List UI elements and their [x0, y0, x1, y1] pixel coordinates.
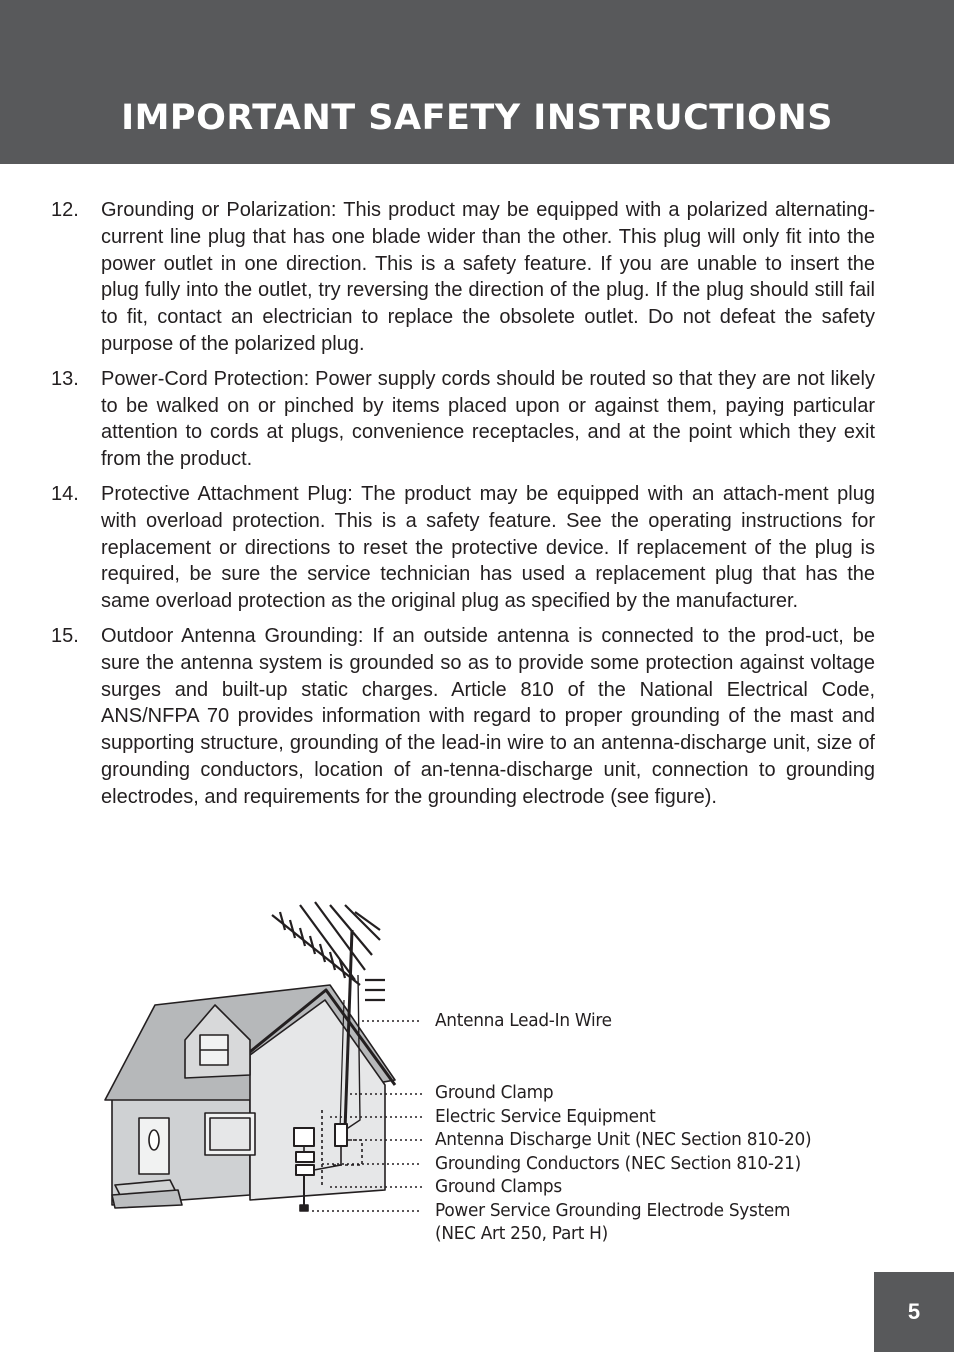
figure-label: (NEC Art 250, Part H) [435, 1223, 608, 1244]
figure-label: Grounding Conductors (NEC Section 810-21) [435, 1153, 801, 1174]
item-number: 12. [51, 199, 79, 221]
page-number: 5 [907, 1299, 921, 1324]
item-text: Protective Attachment Plug: The product may be equipped with an attach-ment plug with overload protection. This is a safety feature. See the operating instructions for replacement or directions to reset the protective device. If replacement of the plug is required, be sure the service technician has used a replacement plug that has the same overload protection as the original plug as specified by the manufacturer. [101, 482, 875, 613]
item-text: Power-Cord Protection: Power supply cords should be routed so that they are not likely to be walked on or pinched by items placed upon or against them, paying particular attention to cords at plugs, convenience receptacles, and at the point which they exit from the product. [101, 367, 875, 471]
item-text: Outdoor Antenna Grounding: If an outside antenna is connected to the prod-uct, be sure the antenna system is grounded so as to provide some protection against voltage surges and built-up static charges. Article 810 of the National Electrical Code, ANS/NFPA 70 provides information with regard to proper grounding of the mast and supporting structure, grounding of the lead-in wire to an antenna-discharge unit, size of grounding conductors, location of an-tenna-discharge unit, connection to grounding electrodes, and requirements for the grounding electrode (see figure). [101, 624, 875, 808]
antenna-discharge-unit [335, 1124, 347, 1146]
item-number: 13. [51, 367, 79, 390]
electric-service-box [294, 1128, 314, 1146]
page-title: IMPORTANT SAFETY INSTRUCTIONS [121, 98, 833, 138]
figure-label: Electric Service Equipment [435, 1106, 656, 1127]
figure-label: Antenna Discharge Unit (NEC Section 810-20) [435, 1129, 812, 1150]
figure-label: Ground Clamp [435, 1082, 554, 1103]
figure-label: Power Service Grounding Electrode System [435, 1200, 791, 1221]
figure-label: Antenna Lead-In Wire [435, 1010, 612, 1031]
figure-label: Ground Clamps [435, 1176, 562, 1197]
item-text: Grounding or Polarization: This product may be equipped with a polarized alternating-current line plug that has one blade wider than the other. This plug will only fit into the power outlet in one direction. This is a safety feature. If you are unable to insert the plug fully into the outlet, try reversing the direction of the plug. If the plug should still fail to fit, contact an electrician to replace the obsolete outlet. Do not defeat the safety purpose of the polarized plug. [101, 199, 875, 355]
item-number: 15. [51, 624, 79, 647]
item-number: 14. [51, 482, 79, 505]
